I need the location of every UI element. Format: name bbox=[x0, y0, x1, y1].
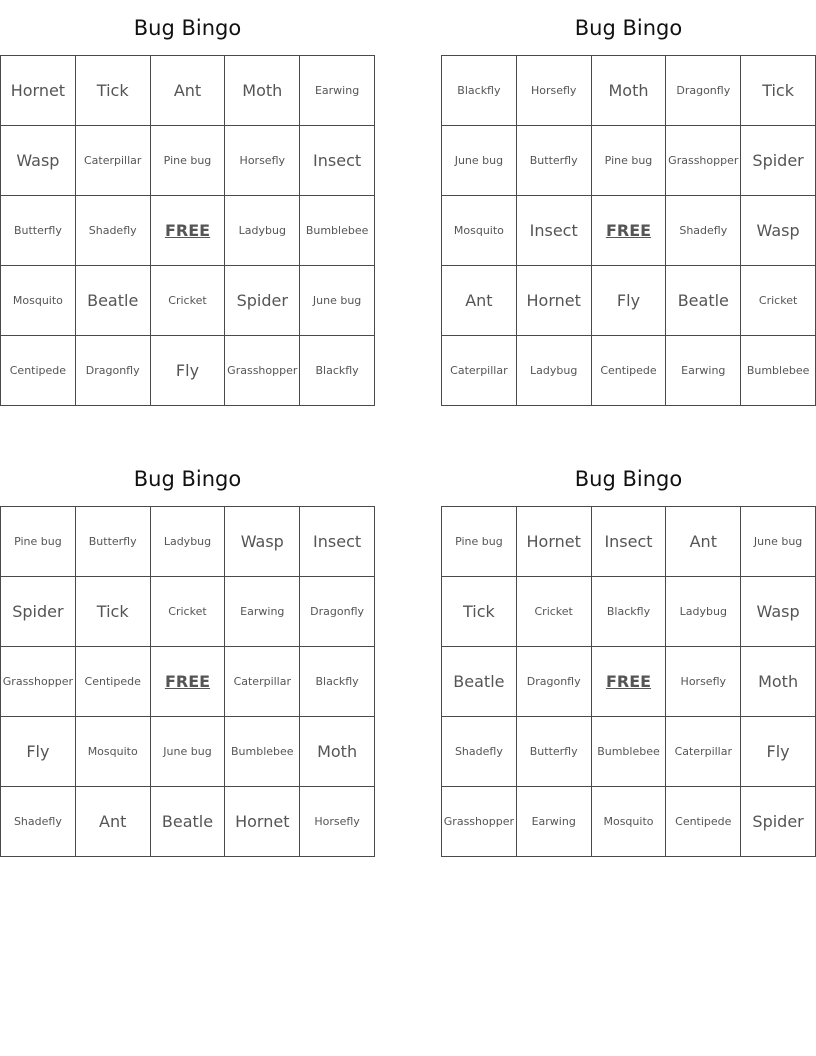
bingo-cell: Butterfly bbox=[517, 717, 592, 787]
bingo-cell: Horsefly bbox=[517, 56, 592, 126]
bingo-cell: Fly bbox=[151, 336, 226, 406]
bingo-cell: Pine bug bbox=[1, 507, 76, 577]
bingo-cell: Earwing bbox=[517, 787, 592, 857]
bingo-cell: Wasp bbox=[741, 577, 816, 647]
bingo-cell: Caterpillar bbox=[76, 126, 151, 196]
bingo-cell: Wasp bbox=[1, 126, 76, 196]
bingo-cell: Blackfly bbox=[300, 336, 375, 406]
bingo-cell: Caterpillar bbox=[442, 336, 517, 406]
bingo-cell: Pine bug bbox=[442, 507, 517, 577]
bingo-cell: Moth bbox=[225, 56, 300, 126]
bingo-cell: Tick bbox=[442, 577, 517, 647]
bingo-cell: Wasp bbox=[225, 507, 300, 577]
bingo-cell: Ant bbox=[666, 507, 741, 577]
bingo-cell: Horsefly bbox=[666, 647, 741, 717]
bingo-cell: Tick bbox=[741, 56, 816, 126]
bingo-cell: Dragonfly bbox=[666, 56, 741, 126]
bingo-cell: Shadefly bbox=[666, 196, 741, 266]
card-title: Bug Bingo bbox=[133, 467, 242, 491]
bingo-cell: Insect bbox=[517, 196, 592, 266]
bingo-cell: Mosquito bbox=[592, 787, 667, 857]
bingo-cell: Bumblebee bbox=[592, 717, 667, 787]
bingo-cell: Grasshopper bbox=[666, 126, 741, 196]
bingo-cell: June bug bbox=[300, 266, 375, 336]
bingo-cell: Dragonfly bbox=[76, 336, 151, 406]
bingo-cell: Moth bbox=[592, 56, 667, 126]
bingo-cell: Wasp bbox=[741, 196, 816, 266]
bingo-cell: Hornet bbox=[517, 266, 592, 336]
bingo-cell: Fly bbox=[592, 266, 667, 336]
bingo-cell: Fly bbox=[741, 717, 816, 787]
card-title: Bug Bingo bbox=[574, 467, 683, 491]
bingo-cell: Pine bug bbox=[592, 126, 667, 196]
bingo-cell: Mosquito bbox=[1, 266, 76, 336]
bingo-cell: Caterpillar bbox=[666, 717, 741, 787]
bingo-cell: Shadefly bbox=[442, 717, 517, 787]
bingo-cell: Insect bbox=[300, 126, 375, 196]
bingo-grid bbox=[441, 506, 816, 857]
bingo-cell: Blackfly bbox=[592, 577, 667, 647]
bingo-cell: Ant bbox=[76, 787, 151, 857]
free-space-cell: FREE bbox=[151, 196, 226, 266]
bingo-cell: Bumblebee bbox=[300, 196, 375, 266]
bingo-cell: Fly bbox=[1, 717, 76, 787]
bingo-cell: Grasshopper bbox=[225, 336, 300, 406]
bingo-cell: Cricket bbox=[741, 266, 816, 336]
bingo-cell: Horsefly bbox=[300, 787, 375, 857]
bingo-grid bbox=[0, 506, 375, 857]
bingo-cell: Hornet bbox=[1, 56, 76, 126]
bingo-cell: Beatle bbox=[151, 787, 226, 857]
bingo-cell: June bug bbox=[442, 126, 517, 196]
bingo-cell: Mosquito bbox=[76, 717, 151, 787]
bingo-cell: Hornet bbox=[225, 787, 300, 857]
bingo-cell: Moth bbox=[300, 717, 375, 787]
bingo-cell: Spider bbox=[741, 787, 816, 857]
bingo-cell: Dragonfly bbox=[517, 647, 592, 717]
bingo-cell: Insect bbox=[300, 507, 375, 577]
bingo-cell: Earwing bbox=[225, 577, 300, 647]
bingo-cell: Cricket bbox=[151, 577, 226, 647]
bingo-cell: Butterfly bbox=[517, 126, 592, 196]
bingo-grid bbox=[0, 55, 375, 406]
bingo-cell: Centipede bbox=[76, 647, 151, 717]
bingo-cell: Bumblebee bbox=[225, 717, 300, 787]
free-space-cell: FREE bbox=[592, 196, 667, 266]
bingo-cell: Beatle bbox=[666, 266, 741, 336]
bingo-cell: Horsefly bbox=[225, 126, 300, 196]
bingo-cell: Pine bug bbox=[151, 126, 226, 196]
bingo-cell: Tick bbox=[76, 577, 151, 647]
bingo-cell: Tick bbox=[76, 56, 151, 126]
bingo-cell: Centipede bbox=[1, 336, 76, 406]
free-space-cell: FREE bbox=[592, 647, 667, 717]
bingo-cell: Cricket bbox=[517, 577, 592, 647]
bingo-cell: Ant bbox=[442, 266, 517, 336]
bingo-cell: Spider bbox=[225, 266, 300, 336]
bingo-cell: Mosquito bbox=[442, 196, 517, 266]
bingo-cell: Beatle bbox=[76, 266, 151, 336]
bingo-cell: Grasshopper bbox=[1, 647, 76, 717]
bingo-cell: Spider bbox=[741, 126, 816, 196]
bingo-cell: Blackfly bbox=[300, 647, 375, 717]
bingo-cell: Moth bbox=[741, 647, 816, 717]
bingo-cell: Caterpillar bbox=[225, 647, 300, 717]
bingo-cell: Grasshopper bbox=[442, 787, 517, 857]
card-title: Bug Bingo bbox=[133, 16, 242, 40]
bingo-cell: Cricket bbox=[151, 266, 226, 336]
bingo-cell: Bumblebee bbox=[741, 336, 816, 406]
bingo-cell: Shadefly bbox=[76, 196, 151, 266]
bingo-cell: Ladybug bbox=[517, 336, 592, 406]
bingo-cell: Centipede bbox=[666, 787, 741, 857]
bingo-cell: Ladybug bbox=[225, 196, 300, 266]
bingo-grid bbox=[441, 55, 816, 406]
bingo-cell: Blackfly bbox=[442, 56, 517, 126]
bingo-cell: Hornet bbox=[517, 507, 592, 577]
bingo-cell: June bug bbox=[741, 507, 816, 577]
bingo-cell: Ladybug bbox=[151, 507, 226, 577]
bingo-cell: Dragonfly bbox=[300, 577, 375, 647]
card-title: Bug Bingo bbox=[574, 16, 683, 40]
bingo-cell: Ladybug bbox=[666, 577, 741, 647]
bingo-cell: Beatle bbox=[442, 647, 517, 717]
free-space-cell: FREE bbox=[151, 647, 226, 717]
bingo-cell: Earwing bbox=[666, 336, 741, 406]
bingo-cell: June bug bbox=[151, 717, 226, 787]
bingo-cell: Ant bbox=[151, 56, 226, 126]
bingo-cell: Shadefly bbox=[1, 787, 76, 857]
bingo-cell: Insect bbox=[592, 507, 667, 577]
bingo-cell: Butterfly bbox=[76, 507, 151, 577]
bingo-cell: Earwing bbox=[300, 56, 375, 126]
bingo-cell: Centipede bbox=[592, 336, 667, 406]
bingo-cell: Butterfly bbox=[1, 196, 76, 266]
bingo-cell: Spider bbox=[1, 577, 76, 647]
